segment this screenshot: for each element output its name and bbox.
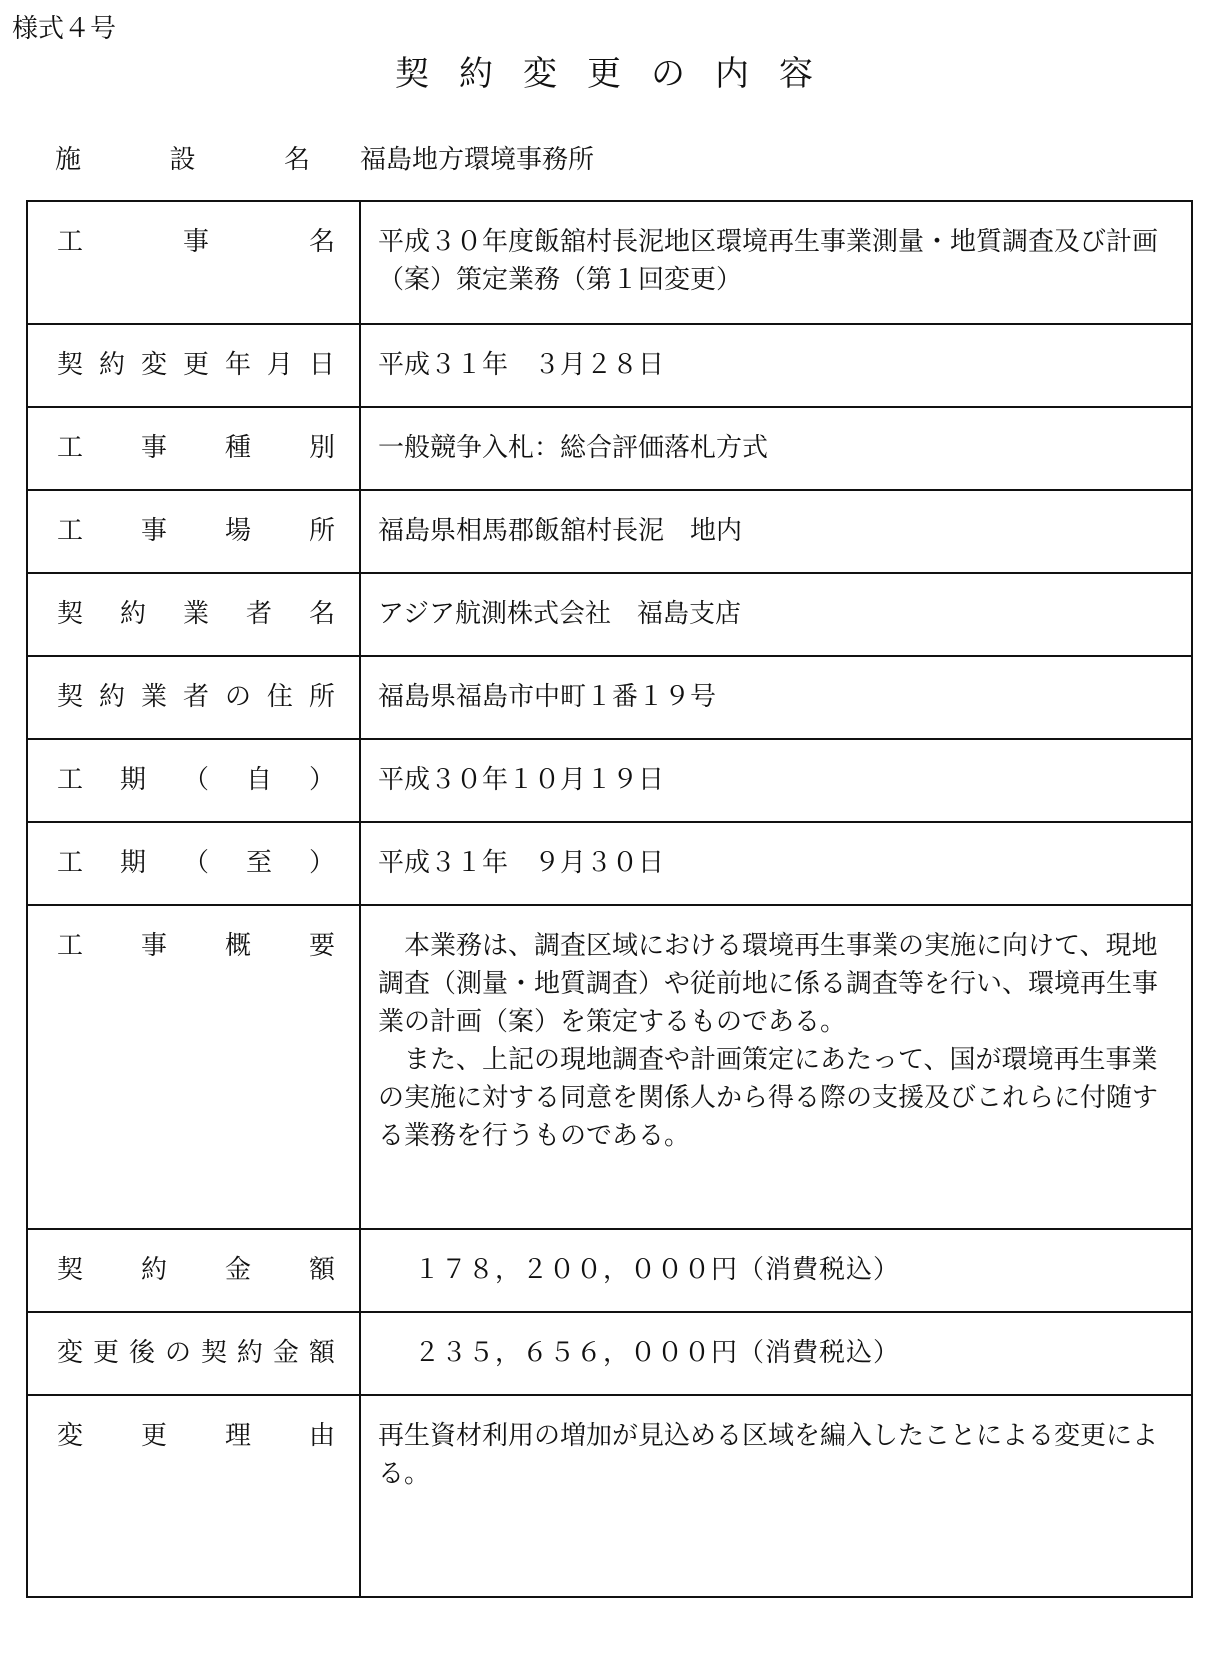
label-char: 変 <box>57 1338 84 1368</box>
document-title: 契約変更の内容 <box>395 54 843 94</box>
label-cell <box>27 407 360 490</box>
changed-amount-label <box>57 1334 335 1372</box>
label-char: ） <box>308 848 335 878</box>
label-char: 金 <box>272 1338 299 1368</box>
label-char: の <box>164 1338 191 1368</box>
label-char: 期 <box>119 848 146 878</box>
label-char: 別 <box>308 433 335 463</box>
label-char: 更 <box>182 350 209 380</box>
label-cell <box>27 1395 360 1597</box>
location-label <box>57 512 335 550</box>
label-char: 後 <box>128 1338 155 1368</box>
value-cell <box>360 201 1192 324</box>
facility-label-char: 名 <box>283 145 310 175</box>
label-cell <box>27 201 360 324</box>
label-char: 者 <box>182 682 209 712</box>
label-char: 額 <box>308 1255 335 1285</box>
contractor-name-label <box>57 595 335 633</box>
facility-label-char: 施 <box>55 145 82 175</box>
contract-type-label <box>57 429 335 467</box>
form-number: 様式４号 <box>12 14 117 44</box>
row-changed-amount <box>27 1312 1192 1395</box>
row-project-name <box>27 201 1192 324</box>
label-char: 概 <box>224 931 251 961</box>
label-char: 月 <box>266 350 293 380</box>
label-char: 工 <box>57 227 84 257</box>
label-char: 約 <box>98 682 125 712</box>
label-char: 住 <box>266 682 293 712</box>
label-char: 工 <box>57 931 84 961</box>
label-char: 約 <box>140 1255 167 1285</box>
label-char: 額 <box>308 1338 335 1368</box>
label-char: 至 <box>245 848 272 878</box>
label-char: 契 <box>57 599 84 629</box>
label-char: 金 <box>224 1255 251 1285</box>
label-cell <box>27 324 360 407</box>
label-char: 契 <box>200 1338 227 1368</box>
label-cell <box>27 1229 360 1312</box>
facility-label-char: 設 <box>169 145 196 175</box>
value-cell <box>360 822 1192 905</box>
label-char: 業 <box>140 682 167 712</box>
label-cell <box>27 656 360 739</box>
label-char: 工 <box>57 848 84 878</box>
value-cell <box>360 739 1192 822</box>
label-char: 事 <box>140 516 167 546</box>
period-from-label <box>57 761 335 799</box>
row-location <box>27 490 1192 573</box>
contract-change-table <box>26 200 1193 1598</box>
label-char: 更 <box>92 1338 119 1368</box>
row-period-to <box>27 822 1192 905</box>
change-reason-label <box>57 1417 335 1455</box>
label-char: 工 <box>57 765 84 795</box>
contract-type-value: 一般競争入札：総合評価落札方式 <box>378 433 769 463</box>
label-cell <box>27 1312 360 1395</box>
value-cell <box>360 905 1192 1229</box>
facility-label <box>55 142 310 178</box>
label-char: 工 <box>57 433 84 463</box>
changed-amount-value: ２３５，６５６，０００円（消費税込） <box>414 1338 901 1368</box>
label-char: 変 <box>140 350 167 380</box>
label-char: 事 <box>140 931 167 961</box>
label-char: （ <box>182 765 209 795</box>
label-char: 自 <box>245 765 272 795</box>
label-char: 者 <box>245 599 272 629</box>
label-char: の <box>224 682 251 712</box>
contract-amount-label <box>57 1251 335 1289</box>
label-char: 種 <box>224 433 251 463</box>
contractor-address-value: 福島県福島市中町１番１９号 <box>378 682 717 712</box>
row-period-from <box>27 739 1192 822</box>
label-char: 由 <box>308 1421 335 1451</box>
value-cell <box>360 656 1192 739</box>
label-char: 年 <box>224 350 251 380</box>
label-char: ） <box>308 765 335 795</box>
label-char: 約 <box>119 599 146 629</box>
label-char: 場 <box>224 516 251 546</box>
value-cell <box>360 407 1192 490</box>
label-char: 変 <box>57 1421 84 1451</box>
change-reason-value: 再生資材利用の増加が見込める区域を編入したことによる変更による。 <box>378 1421 1159 1489</box>
period-to-label <box>57 844 335 882</box>
value-cell <box>360 324 1192 407</box>
label-char: 日 <box>308 350 335 380</box>
label-char: 所 <box>308 682 335 712</box>
change-date-value: 平成３１年 ３月２８日 <box>378 350 665 380</box>
period-to-value: 平成３１年 ９月３０日 <box>378 848 665 878</box>
label-char: 契 <box>57 350 84 380</box>
location-value: 福島県相馬郡飯舘村長泥 地内 <box>378 516 743 546</box>
project-name-label <box>57 223 335 261</box>
label-char: 期 <box>119 765 146 795</box>
label-char: 工 <box>57 516 84 546</box>
label-char: 名 <box>308 227 335 257</box>
contractor-address-label <box>57 678 335 716</box>
label-cell <box>27 573 360 656</box>
label-char: 約 <box>98 350 125 380</box>
row-contractor-name <box>27 573 1192 656</box>
value-cell <box>360 573 1192 656</box>
row-contractor-address <box>27 656 1192 739</box>
change-date-label <box>57 346 335 384</box>
period-from-value: 平成３０年１０月１９日 <box>378 765 665 795</box>
value-cell <box>360 1229 1192 1312</box>
label-char: 名 <box>308 599 335 629</box>
label-char: 事 <box>182 227 209 257</box>
contractor-name-value: アジア航測株式会社 福島支店 <box>378 599 741 629</box>
label-char: 理 <box>224 1421 251 1451</box>
row-contract-amount <box>27 1229 1192 1312</box>
label-char: 業 <box>182 599 209 629</box>
label-cell <box>27 905 360 1229</box>
label-char: 事 <box>140 433 167 463</box>
summary-label <box>57 927 335 965</box>
label-char: 約 <box>236 1338 263 1368</box>
row-change-reason <box>27 1395 1192 1597</box>
row-summary <box>27 905 1192 1229</box>
label-char: 契 <box>57 682 84 712</box>
value-cell <box>360 1312 1192 1395</box>
contract-amount-value: １７８，２００，０００円（消費税込） <box>414 1255 901 1285</box>
summary-value <box>378 927 1173 1155</box>
label-char: 更 <box>140 1421 167 1451</box>
row-contract-type <box>27 407 1192 490</box>
summary-paragraph: 本業務は、調査区域における環境再生事業の実施に向けて、現地調査（測量・地質調査）や従前地に係る調査等を行い、環境再生事業の計画（案）を策定するものである。 <box>378 931 1159 1037</box>
label-char: 要 <box>308 931 335 961</box>
value-cell <box>360 1395 1192 1597</box>
value-cell <box>360 490 1192 573</box>
label-cell <box>27 822 360 905</box>
label-char: （ <box>182 848 209 878</box>
summary-paragraph: また、上記の現地調査や計画策定にあたって、国が環境再生事業の実施に対する同意を関係人から得る際の支援及びこれらに付随する業務を行うものである。 <box>378 1045 1159 1151</box>
label-char: 契 <box>57 1255 84 1285</box>
row-change-date <box>27 324 1192 407</box>
label-cell <box>27 739 360 822</box>
project-name-value: 平成３０年度飯舘村長泥地区環境再生事業測量・地質調査及び計画（案）策定業務（第１回変更） <box>378 227 1159 295</box>
facility-value: 福島地方環境事務所 <box>360 145 595 175</box>
label-char: 所 <box>308 516 335 546</box>
label-cell <box>27 490 360 573</box>
